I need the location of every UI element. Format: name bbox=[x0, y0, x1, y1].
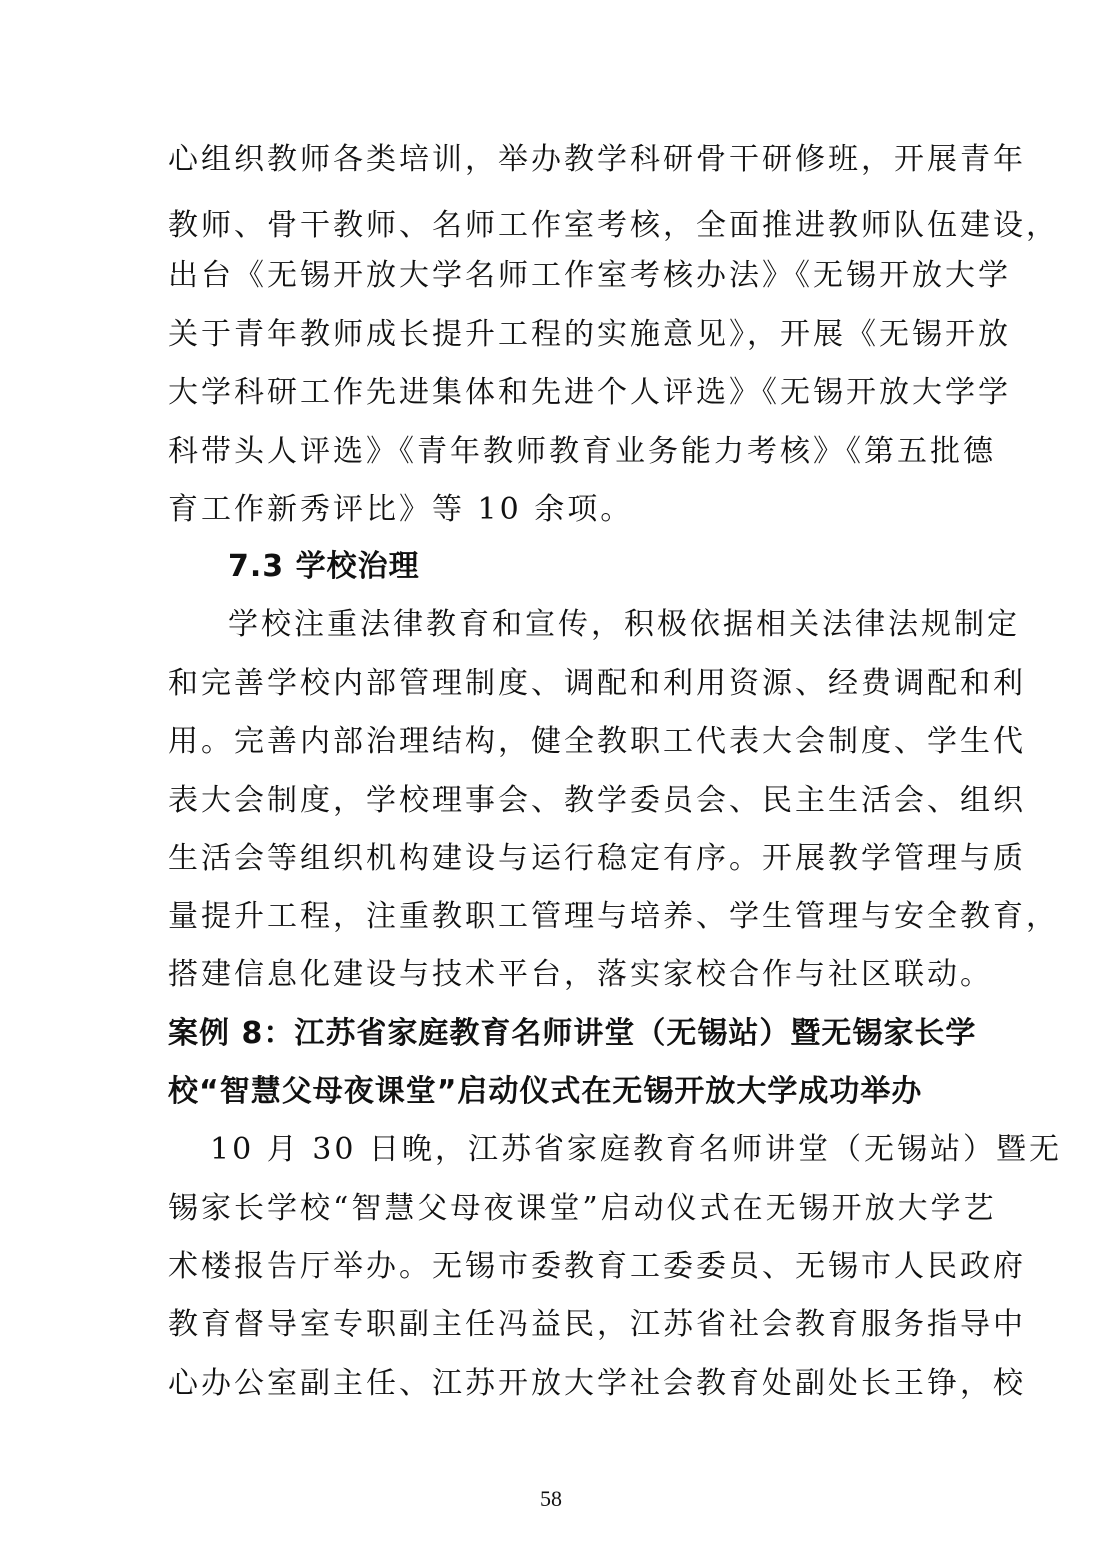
paragraph-3-line: 术楼报告厅举办。无锡市委教育工委委员、无锡市人民政府 bbox=[168, 1249, 1026, 1284]
paragraph-3-line: 心办公室副主任、江苏开放大学社会教育处副处长王铮，校 bbox=[168, 1366, 1026, 1401]
paragraph-1-line: 育工作新秀评比》等 10 余项。 bbox=[168, 492, 634, 527]
paragraph-2-line: 表大会制度，学校理事会、教学委员会、民主生活会、组织 bbox=[168, 783, 1026, 818]
paragraph-1-line: 出台《无锡开放大学名师工作室考核办法》《无锡开放大学 bbox=[168, 258, 1011, 293]
case-title-line: 案例 8：江苏省家庭教育名师讲堂（无锡站）暨无锡家长学 bbox=[168, 1016, 977, 1051]
paragraph-3-line: 教育督导室专职副主任冯益民，江苏省社会教育服务指导中 bbox=[168, 1307, 1026, 1342]
paragraph-3-line: 锡家长学校“智慧父母夜课堂”启动仪式在无锡开放大学艺 bbox=[168, 1191, 997, 1226]
page-number: 58 bbox=[540, 1486, 562, 1511]
paragraph-1-line: 大学科研工作先进集体和先进个人评选》《无锡开放大学学 bbox=[168, 375, 1011, 410]
case-title-line: 校“智慧父母夜课堂”启动仪式在无锡开放大学成功举办 bbox=[168, 1074, 923, 1109]
paragraph-2-line: 用。完善内部治理结构，健全教职工代表大会制度、学生代 bbox=[168, 724, 1026, 759]
paragraph-2-line: 生活会等组织机构建设与运行稳定有序。开展教学管理与质 bbox=[168, 841, 1026, 876]
paragraph-1-line: 关于青年教师成长提升工程的实施意见》，开展《无锡开放 bbox=[168, 317, 1011, 352]
paragraph-3-line: 10 月 30 日晚，江苏省家庭教育名师讲堂（无锡站）暨无 bbox=[210, 1132, 1062, 1167]
section-heading: 7.3 学校治理 bbox=[228, 549, 420, 584]
paragraph-1-line: 心组织教师各类培训，举办教学科研骨干研修班，开展青年 bbox=[168, 142, 1026, 177]
paragraph-2-line: 和完善学校内部管理制度、调配和利用资源、经费调配和利 bbox=[168, 666, 1026, 701]
paragraph-2-line: 学校注重法律教育和宣传，积极依据相关法律法规制定 bbox=[228, 607, 1020, 642]
paragraph-1-line: 科带头人评选》《青年教师教育业务能力考核》《第五批德 bbox=[168, 434, 996, 469]
paragraph-2-line: 量提升工程，注重教职工管理与培养、学生管理与安全教育， bbox=[168, 899, 1059, 934]
paragraph-2-line: 搭建信息化建设与技术平台，落实家校合作与社区联动。 bbox=[168, 957, 993, 992]
paragraph-1-line: 教师、骨干教师、名师工作室考核，全面推进教师队伍建设， bbox=[168, 208, 1059, 243]
